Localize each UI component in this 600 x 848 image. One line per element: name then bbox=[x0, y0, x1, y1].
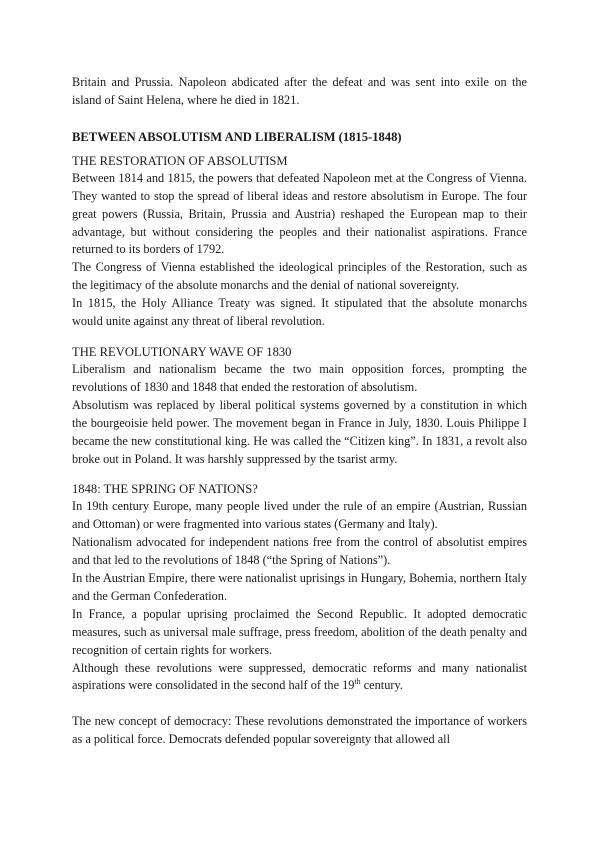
paragraph: In 1815, the Holy Alliance Treaty was signed. It stipulated that the absolute monarchs would unite against any threat of liberal revolution. bbox=[72, 296, 527, 329]
closing-paragraph: The new concept of democracy: These revolutions demonstrated the importance of workers as a political force. Democrats defended popular sovereignty that allowed all bbox=[72, 714, 527, 747]
chapter-heading: BETWEEN ABSOLUTISM AND LIBERALISM (1815-1848) bbox=[72, 129, 402, 144]
paragraph-text: Although these revolutions were suppressed, democratic reforms and many nationalist aspirations were consolidated in the second half of the 19 bbox=[72, 660, 527, 693]
paragraph: The Congress of Vienna established the ideological principles of the Restoration, such as the legitimacy of the absolute monarchs and the denial of national sovereignty. bbox=[72, 260, 527, 293]
section-title-revolutionary-wave: THE REVOLUTIONARY WAVE OF 1830 bbox=[72, 344, 292, 359]
section-title-restoration: THE RESTORATION OF ABSOLUTISM bbox=[72, 153, 288, 168]
paragraph-text: century. bbox=[360, 678, 403, 693]
paragraph: In France, a popular uprising proclaimed the Second Republic. It adopted democratic measures, such as universal male suffrage, press freedom, abolition of the death penalty and recognition of certain rights for workers. bbox=[72, 606, 527, 657]
paragraph bbox=[72, 660, 527, 696]
paragraph: In the Austrian Empire, there were nationalist uprisings in Hungary, Bohemia, northern Italy and the German Confederation. bbox=[72, 571, 527, 603]
paragraph: Absolutism was replaced by liberal political systems governed by a constitution in which the bourgeoisie held power. The movement began in France in July, 1830. Louis Philippe I became the new constitutional king. He was called the “Citizen king”. In 1831, a revolt also broke out in Poland. It was harshly suppressed by the tsarist army. bbox=[72, 397, 527, 466]
paragraph: Nationalism advocated for independent nations free from the control of absolutist empires and that led to the revolutions of 1848 (“the Spring of Nations”). bbox=[72, 535, 527, 568]
superscript: th bbox=[354, 677, 361, 687]
intro-paragraph: Britain and Prussia. Napoleon abdicated after the defeat and was sent into exile on the island of Saint Helena, where he died in 1821. bbox=[72, 75, 527, 107]
paragraph: Between 1814 and 1815, the powers that defeated Napoleon met at the Congress of Vienna. They wanted to stop the spread of liberal ideas and restore absolutism in Europe. The four great powers (Russia, Britain, Prussia and Austria) reshaped the European map to their advantage, but without considering the peoples and their nationalist aspirations. France returned to its borders of 1792. bbox=[72, 170, 527, 257]
paragraph: Liberalism and nationalism became the two main opposition forces, prompting the revolutions of 1830 and 1848 that ended the restoration of absolutism. bbox=[72, 361, 527, 394]
paragraph: In 19th century Europe, many people lived under the rule of an empire (Austrian, Russian and Ottoman) or were fragmented into various states (Germany and Italy). bbox=[72, 499, 527, 532]
section-title-spring-of-nations: 1848: THE SPRING OF NATIONS? bbox=[72, 482, 258, 497]
document-page bbox=[72, 74, 527, 749]
